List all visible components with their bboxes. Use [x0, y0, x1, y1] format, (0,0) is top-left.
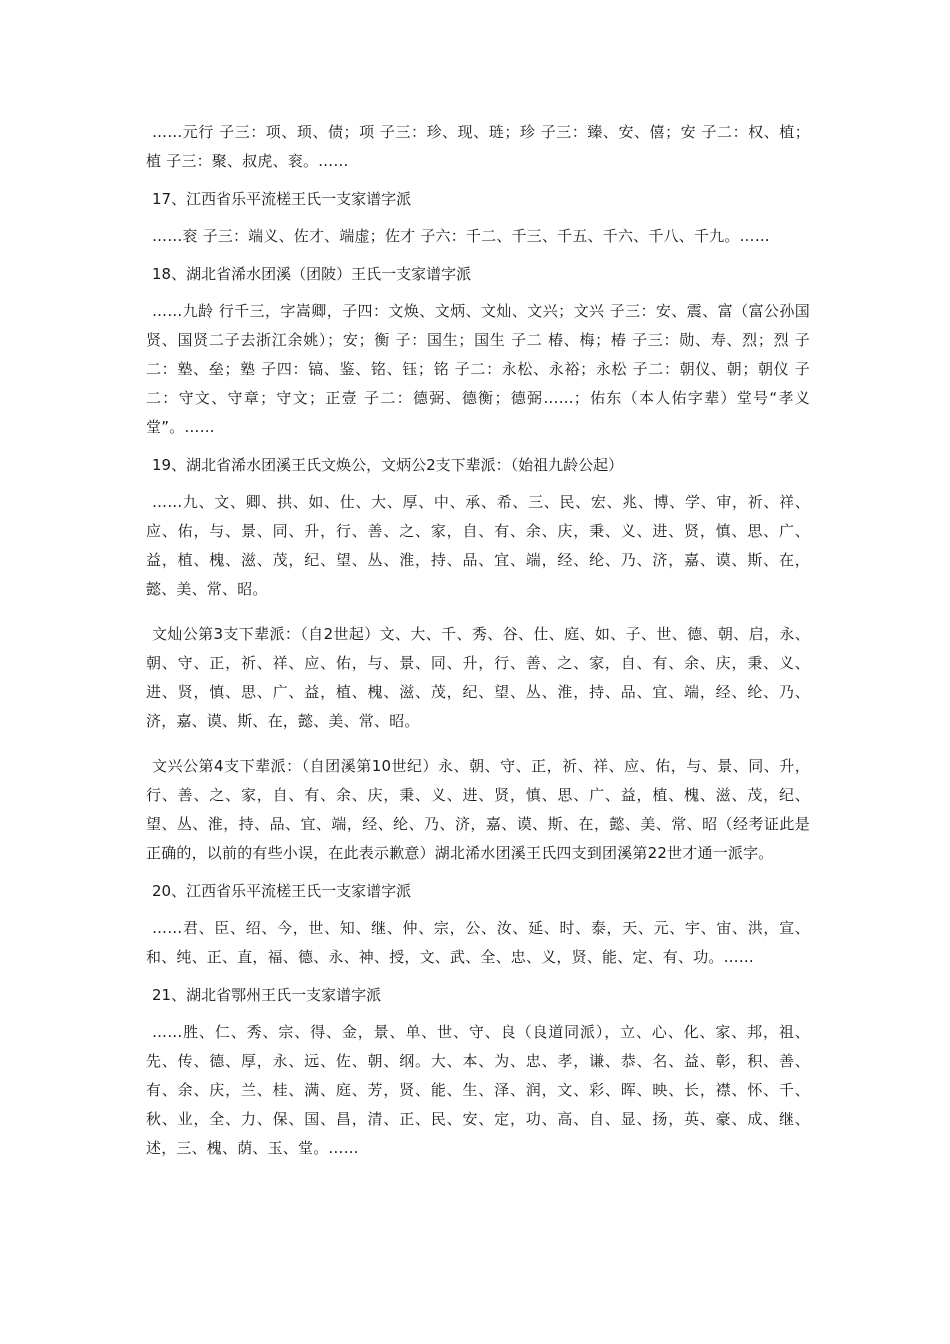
paragraph-21-content: ……胜、仁、秀、宗、得、金，景、单、世、守、良（良道同派），立、心、化、家、邦，祖、先、传、德、厚，永、远、佐、朝、纲。大、本、为、忠、孝，谦、恭、名、益、彰，积、善、有、余、庆，兰、桂、满、庭、芳，贤、能、生、泽、润，文、彩、晖、映、长，襟、怀、千、秋、业，全、力、保、国、昌，清、正、民、安、定，功、高、自、显、扬，英、豪、成、继、述，三、槐、荫、玉、堂。…… [146, 1023, 810, 1157]
section-heading-21: 21、湖北省鄂州王氏一支家谱字派 [152, 986, 382, 1004]
paragraph-19-wencan: 文灿公第3支下辈派：（自2世起）文、大、千、秀、谷、仕、庭、如、子、世、德、朝、启，永、朝、守、正，祈、祥、应、佑，与、景、同、升，行、善、之、家，自、有、余、庆，秉、义、进、贤，慎、思、广、益，植、槐、滋、茂，纪、望、丛、淮，持、品、宜、端，经、纶、乃、济，嘉、谟、斯、在，懿、美、常、昭。 [146, 625, 810, 730]
section-heading-18: 18、湖北省浠水团溪（团陂）王氏一支家谱字派 [152, 265, 472, 283]
paragraph-20-content: ……君、臣、绍、今，世、知、继、仲、宗，公、汝、延、时、泰，天、元、宇、宙、洪，宣、和、纯、正、直，福、德、永、神、授，文、武、全、忠、义，贤、能、定、有、功。…… [146, 919, 810, 966]
paragraph-16-content: ……元行 子三：项、顼、债；项 子三：珍、现、琏；珍 子三：臻、安、僖；安 子二：权、植；植 子三：聚、叔虎、衮。…… [146, 123, 810, 170]
spacer [146, 251, 810, 264]
spacer [146, 284, 810, 297]
spacer [146, 901, 810, 914]
spacer [146, 604, 810, 620]
spacer [146, 736, 810, 752]
section-heading-17: 17、江西省乐平流槎王氏一支家谱字派 [152, 190, 412, 208]
spacer [146, 868, 810, 881]
spacer [146, 442, 810, 455]
spacer [146, 972, 810, 985]
section-heading-19: 19、湖北省浠水团溪王氏文焕公，文炳公2支下辈派：（始祖九龄公起） [152, 456, 624, 474]
section-heading-20: 20、江西省乐平流槎王氏一支家谱字派 [152, 882, 412, 900]
spacer [146, 475, 810, 488]
spacer [146, 176, 810, 189]
paragraph-19-wenhuan: ……九、文、卿、拱、如、仕、大、厚、中、承、希、三、民、宏、兆、博、学、审，祈、祥、应、佑，与、景、同、升，行、善、之、家，自、有、余、庆，秉、义、进、贤，慎、思、广、益，植、槐、滋、茂，纪、望、丛、淮，持、品、宜、端，经、纶、乃、济，嘉、谟、斯、在，懿、美、常、昭。 [146, 493, 810, 598]
spacer [146, 209, 810, 222]
paragraph-17-content: ……衮 子三：端义、佐才、端虚；佐才 子六：千二、千三、千五、千六、千八、千九。…… [152, 227, 770, 245]
document-page [146, 118, 810, 1163]
paragraph-18-content: ……九龄 行千三，字嵩卿，子四：文焕、文炳、文灿、文兴；文兴 子三：安、震、富（富公孙国贤、国贤二子去浙江余姚）；安；衡 子：国生；国生 子二 椿、梅；椿 子三：勋、寿、烈；烈 子二：塾、垒；塾 子四：镐、鉴、铭、钰；铭 子二：永松、永裕；永松 子二：朝仪、朝；朝仪 子二：守文、守章；守文；正壹 子二：德弼、德衡；德弼……；佑东（本人佑字辈）堂号“孝义堂”。…… [146, 302, 810, 436]
spacer [146, 1005, 810, 1018]
paragraph-19-wenxing: 文兴公第4支下辈派：（自团溪第10世纪）永、朝、守、正，祈、祥、应、佑，与、景、同、升，行、善、之、家，自、有、余、庆，秉、义、进、贤，慎、思、广、益，植、槐、滋、茂，纪、望、丛、淮，持、品、宜、端，经、纶、乃、济，嘉、谟、斯、在，懿、美、常、昭（经考证此是正确的，以前的有些小误，在此表示歉意）湖北浠水团溪王氏四支到团溪第22世才通一派字。 [146, 757, 810, 862]
